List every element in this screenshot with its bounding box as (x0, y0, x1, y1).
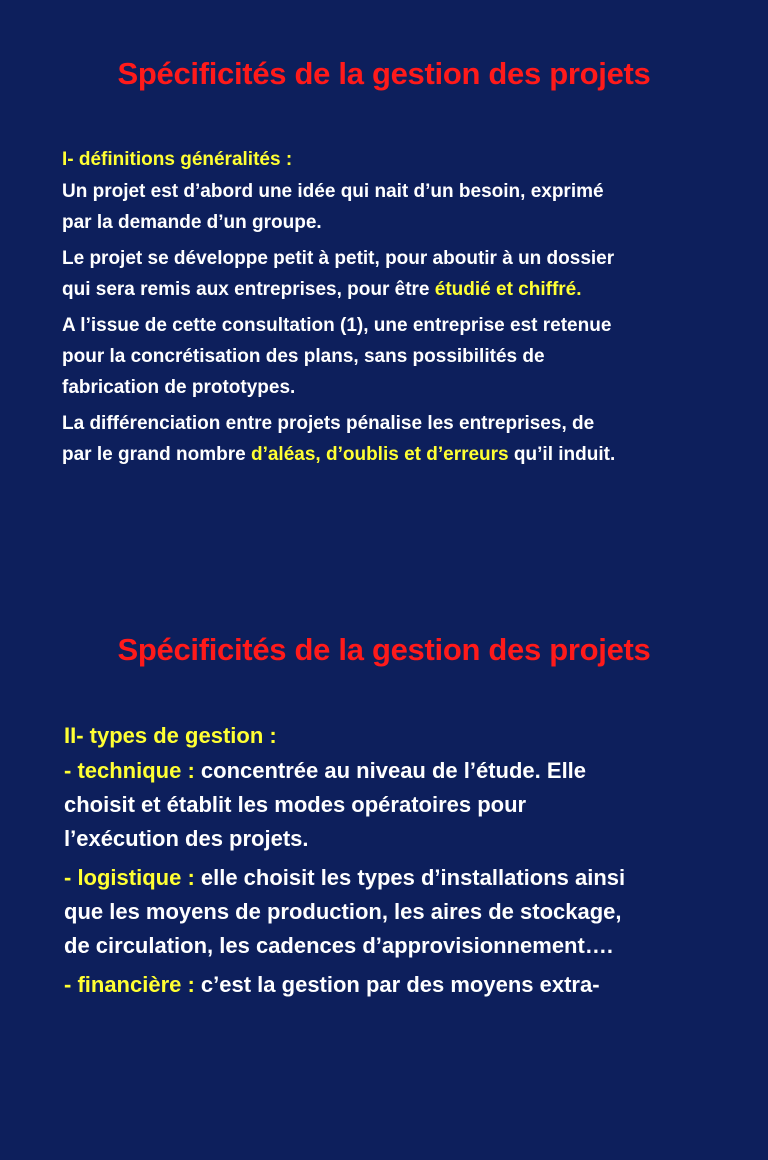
paragraph-3 (60, 310, 740, 403)
list-item-technique-line-3: l’exécution des projets. (64, 826, 309, 851)
paragraph-2-line-2 (62, 274, 740, 305)
list-item-financiere-label: - financière : (64, 972, 195, 997)
slide-1-title: Spécificités de la gestion des projets (117, 56, 651, 91)
list-item-logistique (62, 861, 752, 963)
slide-1-body (60, 144, 740, 475)
list-item-logistique-line-3: de circulation, les cadences d’approvisionnement…. (64, 933, 613, 958)
list-item-technique-line-1 (64, 754, 752, 788)
list-item-technique (62, 754, 752, 856)
paragraph-4-line-2 (62, 439, 740, 470)
list-item-financiere (62, 968, 752, 1002)
list-item-logistique-text: elle choisit les types d’installations ainsi (194, 865, 626, 890)
slide-2-body (62, 719, 752, 1007)
paragraph-4-highlight: d’aléas, d’oublis et d’erreurs (250, 444, 509, 465)
paragraph-4 (60, 408, 740, 470)
paragraph-3-line-2: pour la concrétisation des plans, sans possibilités de (62, 346, 545, 367)
list-item-logistique-label: - logistique : (64, 865, 195, 890)
list-item-financiere-line-1 (64, 968, 752, 1002)
slide-2-title: Spécificités de la gestion des projets (117, 632, 651, 667)
list-item-financiere-text: c’est la gestion par des moyens extra- (194, 972, 600, 997)
paragraph-4-text-before: par le grand nombre (62, 444, 251, 465)
list-item-logistique-line-1 (64, 861, 752, 895)
paragraph-1 (60, 176, 740, 238)
slide-2-section-heading: II- types de gestion : (64, 723, 277, 748)
slide-2 (0, 580, 768, 1160)
paragraph-2 (60, 243, 740, 305)
paragraph-1-line-1: Un projet est d’abord une idée qui nait d’un besoin, exprimé (62, 181, 604, 202)
list-item-technique-text: concentrée au niveau de l’étude. Elle (194, 758, 587, 783)
list-item-logistique-line-2: que les moyens de production, les aires de stockage, (64, 899, 622, 924)
paragraph-3-line-3: fabrication de prototypes. (62, 377, 296, 398)
paragraph-2-text: qui sera remis aux entreprises, pour être (62, 279, 435, 300)
slide-1-section-heading: I- définitions généralités : (62, 149, 293, 170)
paragraph-4-text-after: qu’il induit. (508, 444, 616, 465)
paragraph-4-line-1: La différenciation entre projets pénalise les entreprises, de (62, 413, 595, 434)
paragraph-2-highlight: étudié et chiffré. (434, 279, 582, 300)
list-item-technique-label: - technique : (64, 758, 195, 783)
paragraph-3-line-1: A l’issue de cette consultation (1), une entreprise est retenue (62, 315, 612, 336)
paragraph-2-line-1: Le projet se développe petit à petit, pour aboutir à un dossier (62, 248, 615, 269)
list-item-technique-line-2: choisit et établit les modes opératoires pour (64, 792, 527, 817)
paragraph-1-line-2: par la demande d’un groupe. (62, 212, 322, 233)
